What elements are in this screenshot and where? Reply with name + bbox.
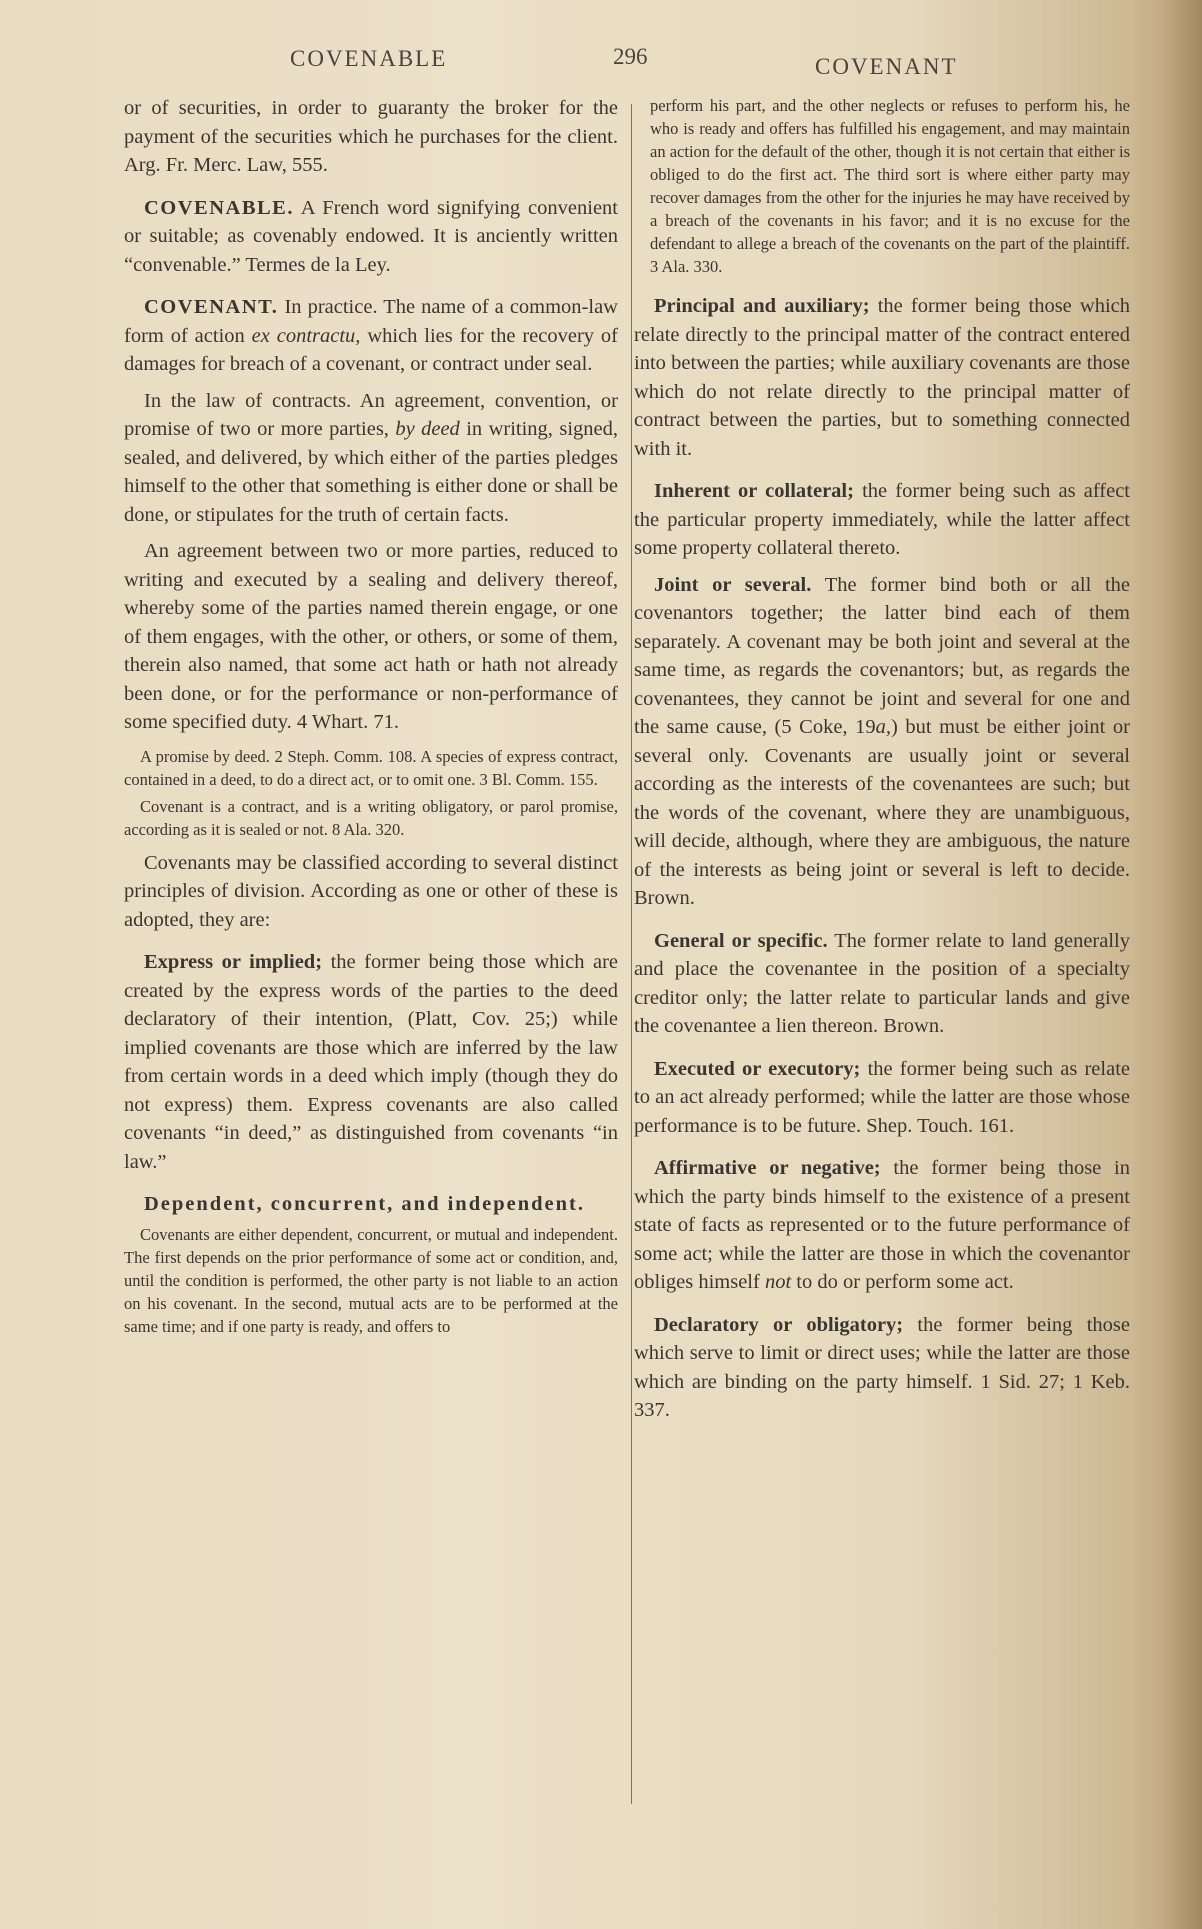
headword-covenant: COVENANT. (144, 296, 279, 318)
covenant-definition-italic: ex contractu, (251, 324, 361, 347)
header-right-word: COVENANT (815, 54, 958, 79)
term-principal-auxiliary: Principal and auxiliary; (654, 295, 870, 317)
general-definition: The former relate to land generally and place the covenantee in the position of a specialty creditor only; the latter relate to particular lands and give the covenantee a lien thereon. Brown. (634, 929, 1131, 1037)
joint-definition-a: The former bind both or all the covenantors together; the latter bind each of them separately. A covenant may be both joint and several at the same time, as regards the covenantors; but, as regards the covenantees, they cannot be joint and several for one and the same cause, (5 Coke, 19 (634, 573, 1131, 738)
term-express-or-implied: Express or implied; (144, 951, 323, 973)
term-inherent-collateral: Inherent or collateral; (654, 480, 854, 502)
term-general-specific: General or specific. (654, 929, 828, 952)
entry-express-or-implied (124, 948, 618, 1176)
affirmative-definition-b: to do or perform some act. (791, 1271, 1014, 1293)
covenant-definition-a: In practice. The name of a common-law form of action (124, 296, 618, 347)
note-promise-by-deed: A promise by deed. 2 Steph. Comm. 108. A species of express contract, contained in a deed, to do a direct act, or to omit one. 3 Bl. Comm. 155. (124, 746, 618, 789)
left-column (124, 94, 618, 1342)
column-divider (631, 104, 632, 1804)
term-affirmative-negative: Affirmative or negative; (654, 1157, 881, 1179)
note-covenant-contract: Covenant is a contract, and is a writing obligatory, or parol promise, according as it is sealed or not. 8 Ala. 320. (124, 796, 618, 839)
entry-affirmative-negative (634, 1154, 1130, 1297)
inherent-definition: the former being such as affect the particular property immediately, while the latter affect some property collateral thereto. (634, 480, 1130, 559)
principal-definition: the former being those which relate directly to the principal matter of the contract entered into between the parties; while auxiliary covenants are those which do not relate directly to the principal matter of contract between the parties, but to something connected with it. (634, 295, 1130, 460)
entry-executed-executory (634, 1055, 1130, 1141)
entry-joint-several (634, 571, 1130, 913)
header-left-word: COVENABLE (290, 46, 448, 71)
term-declaratory-obligatory: Declaratory or obligatory; (654, 1313, 904, 1336)
affirmative-definition-italic: not (764, 1271, 792, 1293)
entry-general-specific (634, 927, 1130, 1041)
law-of-contracts-italic: by deed (395, 418, 460, 440)
entry-covenable (124, 194, 618, 280)
term-joint-several: Joint or several. (654, 573, 812, 596)
running-head (0, 40, 1202, 80)
covenable-definition: A French word signifying convenient or suitable; as covenably endowed. It is anciently written “convenable.” Termes de la Ley. (124, 196, 618, 276)
headword-covenable: COVENABLE. (144, 196, 294, 219)
paragraph-agreement: An agreement between two or more parties, reduced to writing and executed by a sealing and delivery thereof, whereby some of the parties named therein engage, or one of them engages, with the other, or others, or some of them, therein also named, that some act hath or hath not already been done, or for the performance or non-performance of some specified duty. 4 Whart. 71. (124, 540, 618, 733)
joint-definition-b: ) but must be either joint or several only. Covenants are usually joint or several according as the interests of the covenantees are such; but the words of the covenant, where they are unambiguous, will decide, although, where they are ambiguous, the nature of the interests as being joint or several is left to decide. Brown. (634, 716, 1130, 909)
page-number: 296 (613, 44, 648, 69)
term-executed-executory: Executed or executory; (654, 1057, 861, 1080)
entry-principal-auxiliary (634, 292, 1130, 463)
paragraph-law-of-contracts (124, 387, 618, 530)
entry-declaratory-obligatory (634, 1311, 1130, 1425)
law-of-contracts-b: in writing, signed, sealed, and delivered, by which either of the parties pledges himself to the other that something is either done or shall be done, or stipulates for the truth of certain facts. (124, 418, 618, 526)
note-continued: perform his part, and the other neglects or refuses to perform his, he who is ready and offers has fulfilled his engagement, and may maintain an action for the default of the other, though it is not certain that either is obliged to do the first act. The third sort is where either party may recover damages from the other for the injuries he may have received by a breach of the covenants in his favor; and it is no excuse for the defendant to allege a breach of the covenants on the part of the plaintiff. 3 Ala. 330. (650, 96, 1130, 276)
entry-inherent-collateral (634, 477, 1130, 563)
page-edge-shadow (1162, 0, 1202, 1929)
entry-dependent (124, 1190, 618, 1219)
executed-definition: the former being such as relate to an act already performed; while the latter are those whose performance is to be future. Shep. Touch. 161. (634, 1057, 1130, 1137)
paragraph-securities: or of securities, in order to guaranty the broker for the payment of the securities which he purchases for the client. Arg. Fr. Merc. Law, 555. (124, 97, 618, 176)
right-column (634, 94, 1130, 1433)
entry-covenant (124, 293, 618, 379)
covenant-definition-b: which lies for the recovery of damages for breach of a covenant, or contract under seal. (124, 324, 619, 375)
joint-definition-italic: a, (875, 716, 892, 738)
affirmative-definition-a: the former being those in which the party binds himself to the existence of a present state of facts as represented or to the future performance of some act; while the latter are those in which the covenantor obliges himself (634, 1157, 1130, 1293)
paragraph-classified: Covenants may be classified according to several distinct principles of division. According as one or other of these is adopted, they are: (124, 851, 618, 931)
declaratory-definition: the former being those which serve to limit or direct uses; while the latter are those which are binding on the party himself. 1 Sid. 27; 1 Keb. 337. (634, 1313, 1131, 1421)
express-definition: the former being those which are created by the express words of the parties to the deed declaratory of their intention, (Platt, Cov. 25;) while implied covenants are those which are inferred by the law from certain words in a deed which imply (though they do not express) them. Express covenants are also called covenants “in deed,” as distinguished from covenants “in law.” (124, 951, 618, 1173)
note-dependent: Covenants are either dependent, concurrent, or mutual and independent. The first depends on the prior performance of some act or condition, and, until the condition is performed, the other party is not liable to an action on his covenant. In the second, mutual acts are to be performed at the same time; and if one party is ready, and offers to (124, 1224, 618, 1336)
term-dependent-concurrent-independent: Dependent, concurrent, and independent. (144, 1193, 585, 1215)
law-of-contracts-a: In the law of contracts. An agreement, convention, or promise of two or more parties, (124, 389, 618, 440)
